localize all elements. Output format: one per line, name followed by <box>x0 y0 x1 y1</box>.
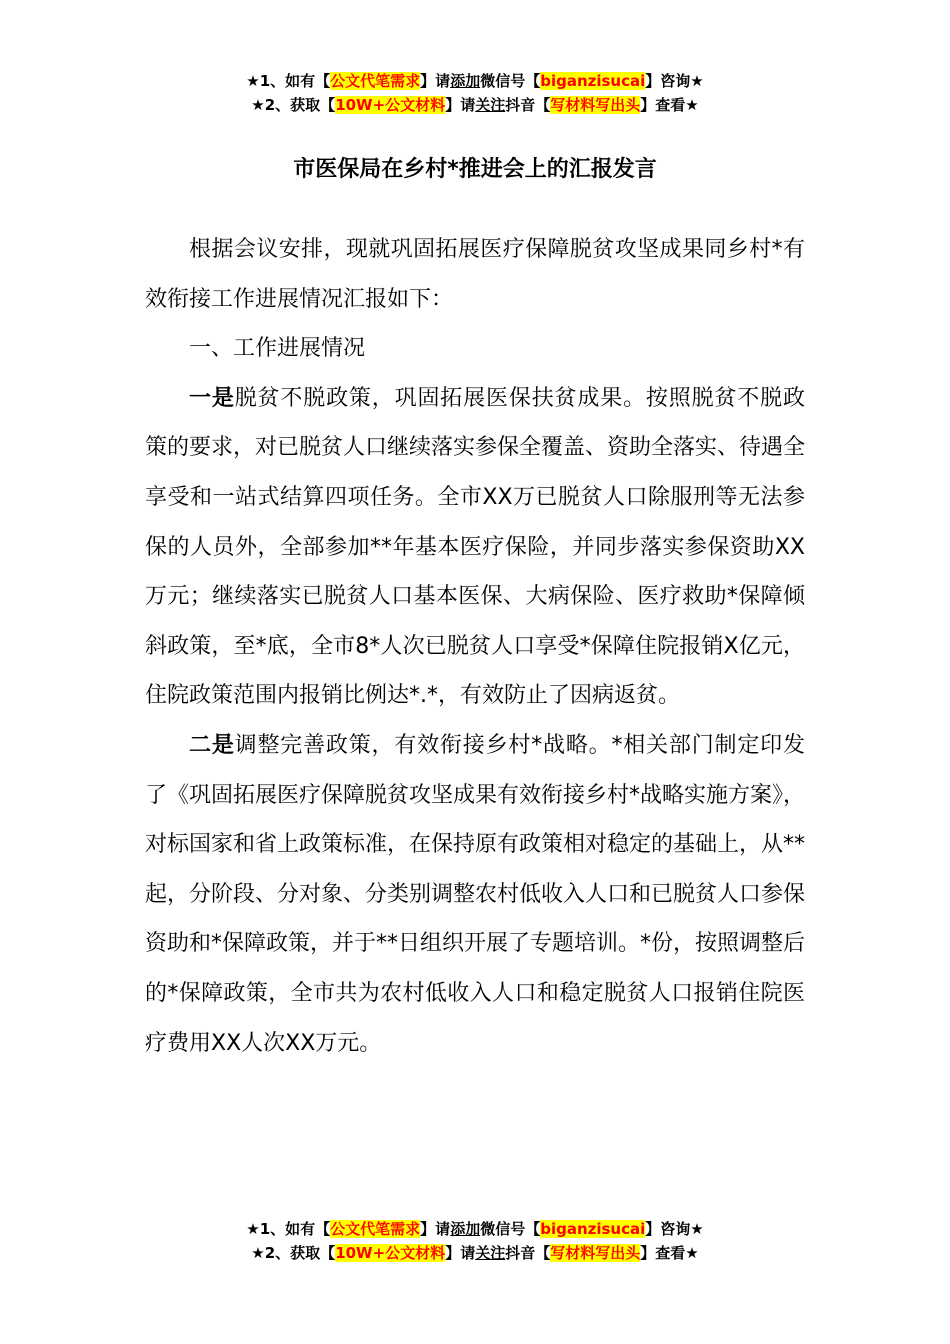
paragraph-2 <box>145 721 805 1068</box>
banner-text: 】请 <box>445 1244 476 1262</box>
banner-text: 】查看★ <box>640 1244 699 1262</box>
banner-highlight: 公文代笔需求 <box>330 72 421 90</box>
banner-text: 】请 <box>420 72 451 90</box>
banner-text: ★1、如有【 <box>246 72 331 90</box>
banner-text: 抖音【 <box>505 1244 551 1262</box>
banner-text: 】咨询★ <box>645 1220 704 1238</box>
banner-line-2 <box>0 1241 950 1265</box>
banner-line-1 <box>0 1217 950 1241</box>
footer-banner <box>0 1217 950 1265</box>
paragraph-lead: 二是 <box>189 732 235 758</box>
paragraph-text: 调整完善政策，有效衔接乡村*战略。*相关部门制定印发了《巩固拓展医疗保障脱贫攻坚成果有效衔接乡村*战略实施方案》，对标国家和省上政策标准，在保持原有政策相对稳定的基础上，从**起，分阶段、分对象、分类别调整农村低收入人口和已脱贫人口参保资助和*保障政策，并于**日组织开展了专题培训。*份，按照调整后的*保障政策，全市共为农村低收入人口和稳定脱贫人口报销住院医疗费用XX人次XX万元。 <box>145 732 806 1056</box>
banner-text: 微信号【 <box>480 1220 541 1238</box>
banner-highlight: 10W+公文材料 <box>335 96 446 114</box>
section-heading: 一、工作进展情况 <box>189 336 366 362</box>
banner-highlight: biganzisucai <box>540 72 646 90</box>
banner-underlined: 关注 <box>475 1244 506 1262</box>
banner-text: ★1、如有【 <box>246 1220 331 1238</box>
banner-text: ★2、获取【 <box>251 1244 336 1262</box>
banner-text: 微信号【 <box>480 72 541 90</box>
banner-highlight: 写材料写出头 <box>550 96 641 114</box>
paragraph-lead: 一是 <box>189 385 235 411</box>
document-body <box>145 225 805 1068</box>
banner-text: ★2、获取【 <box>251 96 336 114</box>
banner-highlight: biganzisucai <box>540 1220 646 1238</box>
banner-text: 】请 <box>420 1220 451 1238</box>
banner-text: 抖音【 <box>505 96 551 114</box>
banner-underlined: 添加 <box>450 72 481 90</box>
banner-text: 】查看★ <box>640 96 699 114</box>
banner-highlight: 写材料写出头 <box>550 1244 641 1262</box>
banner-line-2 <box>0 93 950 117</box>
banner-text: 】咨询★ <box>645 72 704 90</box>
banner-underlined: 添加 <box>450 1220 481 1238</box>
paragraph-text: 脱贫不脱政策，巩固拓展医保扶贫成果。按照脱贫不脱政策的要求，对已脱贫人口继续落实参保全覆盖、资助全落实、待遇全享受和一站式结算四项任务。全市XX万已脱贫人口除服刑等无法参保的人员外，全部参加**年基本医疗保险，并同步落实参保资助XX万元；继续落实已脱贫人口基本医保、大病保险、医疗救助*保障倾斜政策，至*底，全市8*人次已脱贫人口享受*保障住院报销X亿元，住院政策范围内报销比例达*.*，有效防止了因病返贫。 <box>145 385 806 709</box>
banner-text: 】请 <box>445 96 476 114</box>
document-title: 市医保局在乡村*推进会上的汇报发言 <box>293 157 657 182</box>
banner-line-1 <box>0 69 950 93</box>
banner-underlined: 关注 <box>475 96 506 114</box>
banner-highlight: 10W+公文材料 <box>335 1244 446 1262</box>
paragraph-1 <box>145 374 805 721</box>
banner-highlight: 公文代笔需求 <box>330 1220 421 1238</box>
intro-paragraph: 根据会议安排，现就巩固拓展医疗保障脱贫攻坚成果同乡村*有效衔接工作进展情况汇报如下： <box>145 237 805 312</box>
header-banner <box>0 69 950 117</box>
